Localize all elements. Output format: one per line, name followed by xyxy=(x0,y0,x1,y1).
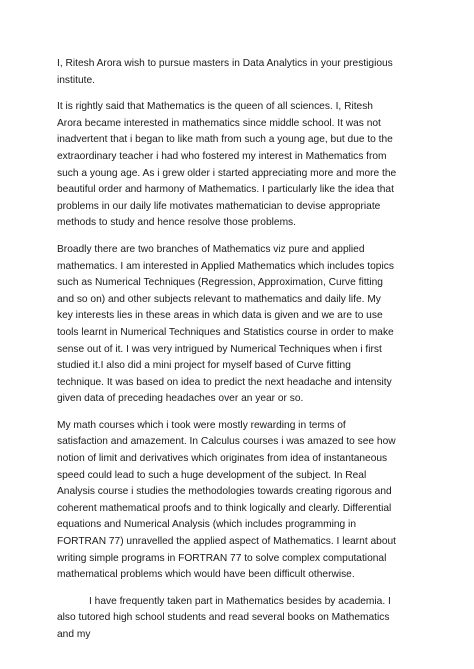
paragraph-math-courses: My math courses which i took were mostly rewarding in terms of satisfaction and amazement. In Calculus courses i was amazed to see how notion of limit and derivatives which originates from idea of instantaneous speed could lead to such a huge development of the subject. In Real Analysis course i studies the methodologies towards creating rigorous and coherent mathematical proofs and to think logically and clearly. Differential equations and Numerical Analysis (which includes programming in FORTRAN 77) unravelled the applied aspect of Mathematics. I learnt about writing simple programs in FORTRAN 77 to solve complex computational mathematical problems which would have been difficult otherwise. xyxy=(57,419,397,581)
paragraph-intro: I, Ritesh Arora wish to pursue masters in Data Analytics in your prestigious institute. xyxy=(57,58,393,86)
paragraph-extracurricular: I have frequently taken part in Mathematics besides by academia. I also tutored high school students and read several books on Mathematics and my xyxy=(57,595,391,640)
paragraph-mathematics-interest: It is rightly said that Mathematics is the queen of all sciences. I, Ritesh Arora became interested in mathematics since middle school. It was not inadvertent that i began to like math from such a young age, but due to the extraordinary teacher i had who fostered my interest in Mathematics from such a young age. As i grew older i started appreciating more and more the beautiful order and harmony of Mathematics. I particularly like the idea that problems in our daily life motivates mathematician to devise appropriate methods to study and hence resolve those problems. xyxy=(57,101,397,229)
paragraph-applied-mathematics: Broadly there are two branches of Mathematics viz pure and applied mathematics. I am interested in Applied Mathematics which includes topics such as Numerical Techniques (Regression, Approximation, Curve fitting and so on) and other subjects relevant to mathematics and daily life. My key interests lies in these areas in which data is given and we are to use tools learnt in Numerical Techniques and Statistics course in order to make sense out of it. I was very intrigued by Numerical Techniques when i first studied it.I also did a mini project for myself based of Curve fitting technique. It was based on idea to predict the next headache and intensity given data of preceding headaches over an year or so. xyxy=(57,243,394,405)
document-body xyxy=(57,56,397,654)
